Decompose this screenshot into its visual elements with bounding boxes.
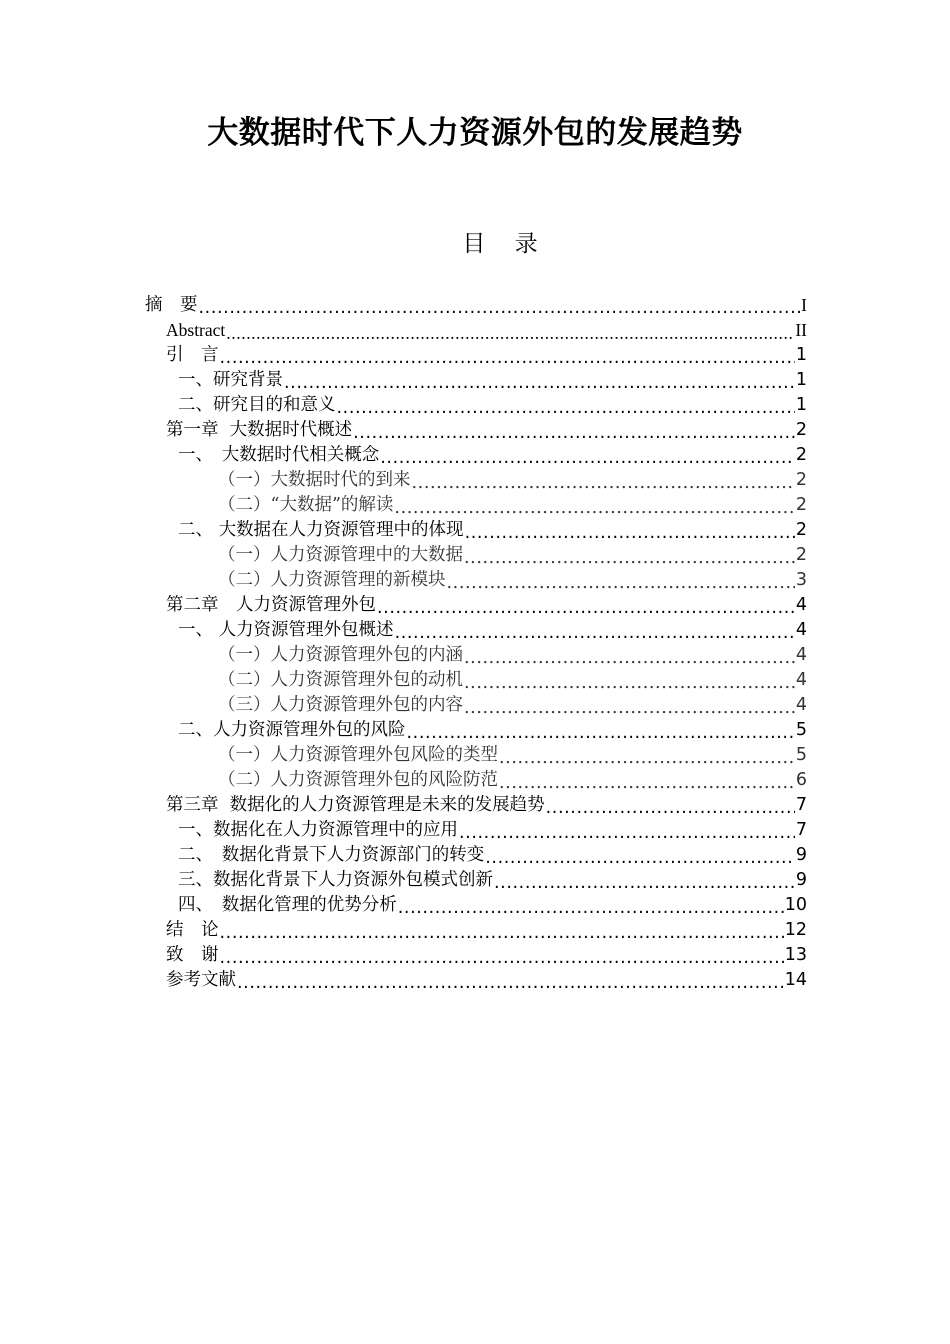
- toc-entry[interactable]: [178, 717, 807, 741]
- dot-leader: [394, 500, 794, 516]
- toc-entry-page: 6: [795, 770, 807, 790]
- toc-entry-abstract-en[interactable]: [166, 317, 807, 341]
- dot-leader: [464, 675, 795, 691]
- toc-entry-label: 二、 数据化背景下人力资源部门的转变: [178, 845, 485, 865]
- toc-entry-label: 第一章 大数据时代概述: [166, 420, 353, 440]
- toc-entry-page: 2: [795, 495, 807, 515]
- dot-leader: [464, 650, 795, 666]
- dot-leader: [464, 700, 795, 716]
- dot-leader: [220, 950, 784, 966]
- toc-entry[interactable]: [178, 442, 807, 466]
- toc-entry-label: （二）人力资源管理的新模块: [218, 570, 446, 590]
- toc-entry[interactable]: [218, 467, 807, 491]
- toc-entry-abstract-cn[interactable]: [145, 292, 807, 316]
- toc-entry-page: 13: [784, 945, 807, 965]
- toc-entry-page: 1: [795, 395, 807, 415]
- toc-entry-page: 5: [795, 745, 807, 765]
- dot-leader: [377, 600, 795, 616]
- toc-entry-label: 引 言: [166, 345, 219, 365]
- toc-entry-label: 三、数据化背景下人力资源外包模式创新: [178, 870, 493, 890]
- toc-entry-label: 参考文献: [166, 970, 236, 990]
- toc-entry[interactable]: [218, 567, 807, 591]
- toc-entry-page: 4: [795, 620, 807, 640]
- toc-entry-page: 3: [795, 570, 807, 590]
- toc-entry-label: 致 谢: [166, 945, 219, 965]
- dot-leader: [447, 575, 795, 591]
- toc-entry-page: 2: [795, 545, 807, 565]
- toc-heading: 目 录: [462, 231, 538, 257]
- toc-entry-chapter-2[interactable]: [166, 592, 807, 616]
- toc-entry-conclusion[interactable]: [166, 917, 807, 941]
- toc-entry[interactable]: [178, 617, 807, 641]
- dot-leader: [546, 800, 795, 816]
- dot-leader: [464, 550, 795, 566]
- toc-entry-page: 5: [795, 720, 807, 740]
- dot-leader: [337, 400, 795, 416]
- dot-leader: [284, 375, 795, 391]
- dot-leader: [499, 775, 795, 791]
- toc-entry-label: （一）大数据时代的到来: [218, 470, 411, 490]
- dot-leader: [380, 450, 795, 466]
- toc-entry-page: 4: [795, 670, 807, 690]
- toc-entry-label: （一）人力资源管理中的大数据: [218, 545, 463, 565]
- dot-leader: [412, 475, 795, 491]
- toc-entry-label: 一、研究背景: [178, 370, 283, 390]
- toc-entry[interactable]: [178, 392, 807, 416]
- dot-leader: [220, 350, 795, 366]
- dot-leader: [395, 625, 795, 641]
- toc-entry-page: 4: [795, 695, 807, 715]
- toc-entry-chapter-3[interactable]: [166, 792, 807, 816]
- toc-entry-label: （一）人力资源管理外包的内涵: [218, 645, 463, 665]
- toc-entry[interactable]: [218, 542, 807, 566]
- toc-entry-label: （二）人力资源管理外包的动机: [218, 670, 463, 690]
- toc-entry-page: 1: [795, 345, 807, 365]
- toc-entry-page: 2: [795, 520, 807, 540]
- toc-entry[interactable]: [218, 767, 807, 791]
- toc-entry[interactable]: [218, 692, 807, 716]
- toc-entry-page: 9: [795, 845, 807, 865]
- dot-leader: [199, 300, 801, 316]
- toc-entry-page: 12: [784, 920, 807, 940]
- toc-entry-label: 四、 数据化管理的优势分析: [178, 895, 397, 915]
- document-title: 大数据时代下人力资源外包的发展趋势: [207, 115, 743, 151]
- dot-leader: [226, 325, 794, 341]
- dot-leader: [353, 425, 795, 441]
- toc-entry-label: 二、研究目的和意义: [178, 395, 336, 415]
- toc-entry[interactable]: [218, 642, 807, 666]
- toc-entry[interactable]: [178, 892, 807, 916]
- toc-entry[interactable]: [218, 742, 807, 766]
- toc-entry[interactable]: [178, 367, 807, 391]
- toc-entry-page: II: [795, 320, 807, 340]
- toc-entry-label: 二、人力资源管理外包的风险: [178, 720, 406, 740]
- dot-leader: [237, 975, 784, 991]
- toc-entry-page: 4: [795, 645, 807, 665]
- toc-entry-page: 9: [795, 870, 807, 890]
- dot-leader: [220, 925, 784, 941]
- toc-entry[interactable]: [178, 867, 807, 891]
- toc-entry-label: 第二章 人力资源管理外包: [166, 595, 376, 615]
- toc-entry-label: 结 论: [166, 920, 219, 940]
- toc-entry-label: 一、数据化在人力资源管理中的应用: [178, 820, 458, 840]
- toc-entry[interactable]: [178, 517, 807, 541]
- toc-entry-label: （三）人力资源管理外包的内容: [218, 695, 463, 715]
- toc-entry-acknowledgements[interactable]: [166, 942, 807, 966]
- dot-leader: [494, 875, 795, 891]
- toc-entry-label: （二）人力资源管理外包的风险防范: [218, 770, 498, 790]
- toc-entry-page: 7: [795, 820, 807, 840]
- toc-entry-page: 7: [795, 795, 807, 815]
- toc-entry-label: 二、 大数据在人力资源管理中的体现: [178, 520, 464, 540]
- toc-entry[interactable]: [178, 817, 807, 841]
- toc-entry-label: Abstract: [166, 320, 226, 340]
- dot-leader: [485, 850, 795, 866]
- toc-entry-page: 2: [795, 420, 807, 440]
- toc-entry-introduction[interactable]: [166, 342, 807, 366]
- dot-leader: [465, 525, 795, 541]
- dot-leader: [407, 725, 795, 741]
- toc-entry-label: 一、 大数据时代相关概念: [178, 445, 380, 465]
- toc-entry-page: 4: [795, 595, 807, 615]
- toc-entry-page: 14: [784, 970, 807, 990]
- dot-leader: [459, 825, 795, 841]
- toc-entry-page: 1: [795, 370, 807, 390]
- toc-entry[interactable]: [178, 842, 807, 866]
- toc-entry[interactable]: [218, 492, 807, 516]
- toc-entry-label: 一、 人力资源管理外包概述: [178, 620, 394, 640]
- toc-entry-page: 2: [795, 470, 807, 490]
- dot-leader: [398, 900, 784, 916]
- toc-entry-page: I: [801, 295, 807, 315]
- toc-entry-references[interactable]: [166, 967, 807, 991]
- toc-entry-label: 摘 要: [145, 295, 198, 315]
- toc-entry-page: 2: [795, 445, 807, 465]
- toc-entry-chapter-1[interactable]: [166, 417, 807, 441]
- toc-entry-label: （二）“大数据”的解读: [218, 495, 394, 515]
- dot-leader: [499, 750, 795, 766]
- toc-entry-label: （一）人力资源管理外包风险的类型: [218, 745, 498, 765]
- toc-entry[interactable]: [218, 667, 807, 691]
- toc-entry-label: 第三章 数据化的人力资源管理是未来的发展趋势: [166, 795, 545, 815]
- toc-entry-page: 10: [784, 895, 807, 915]
